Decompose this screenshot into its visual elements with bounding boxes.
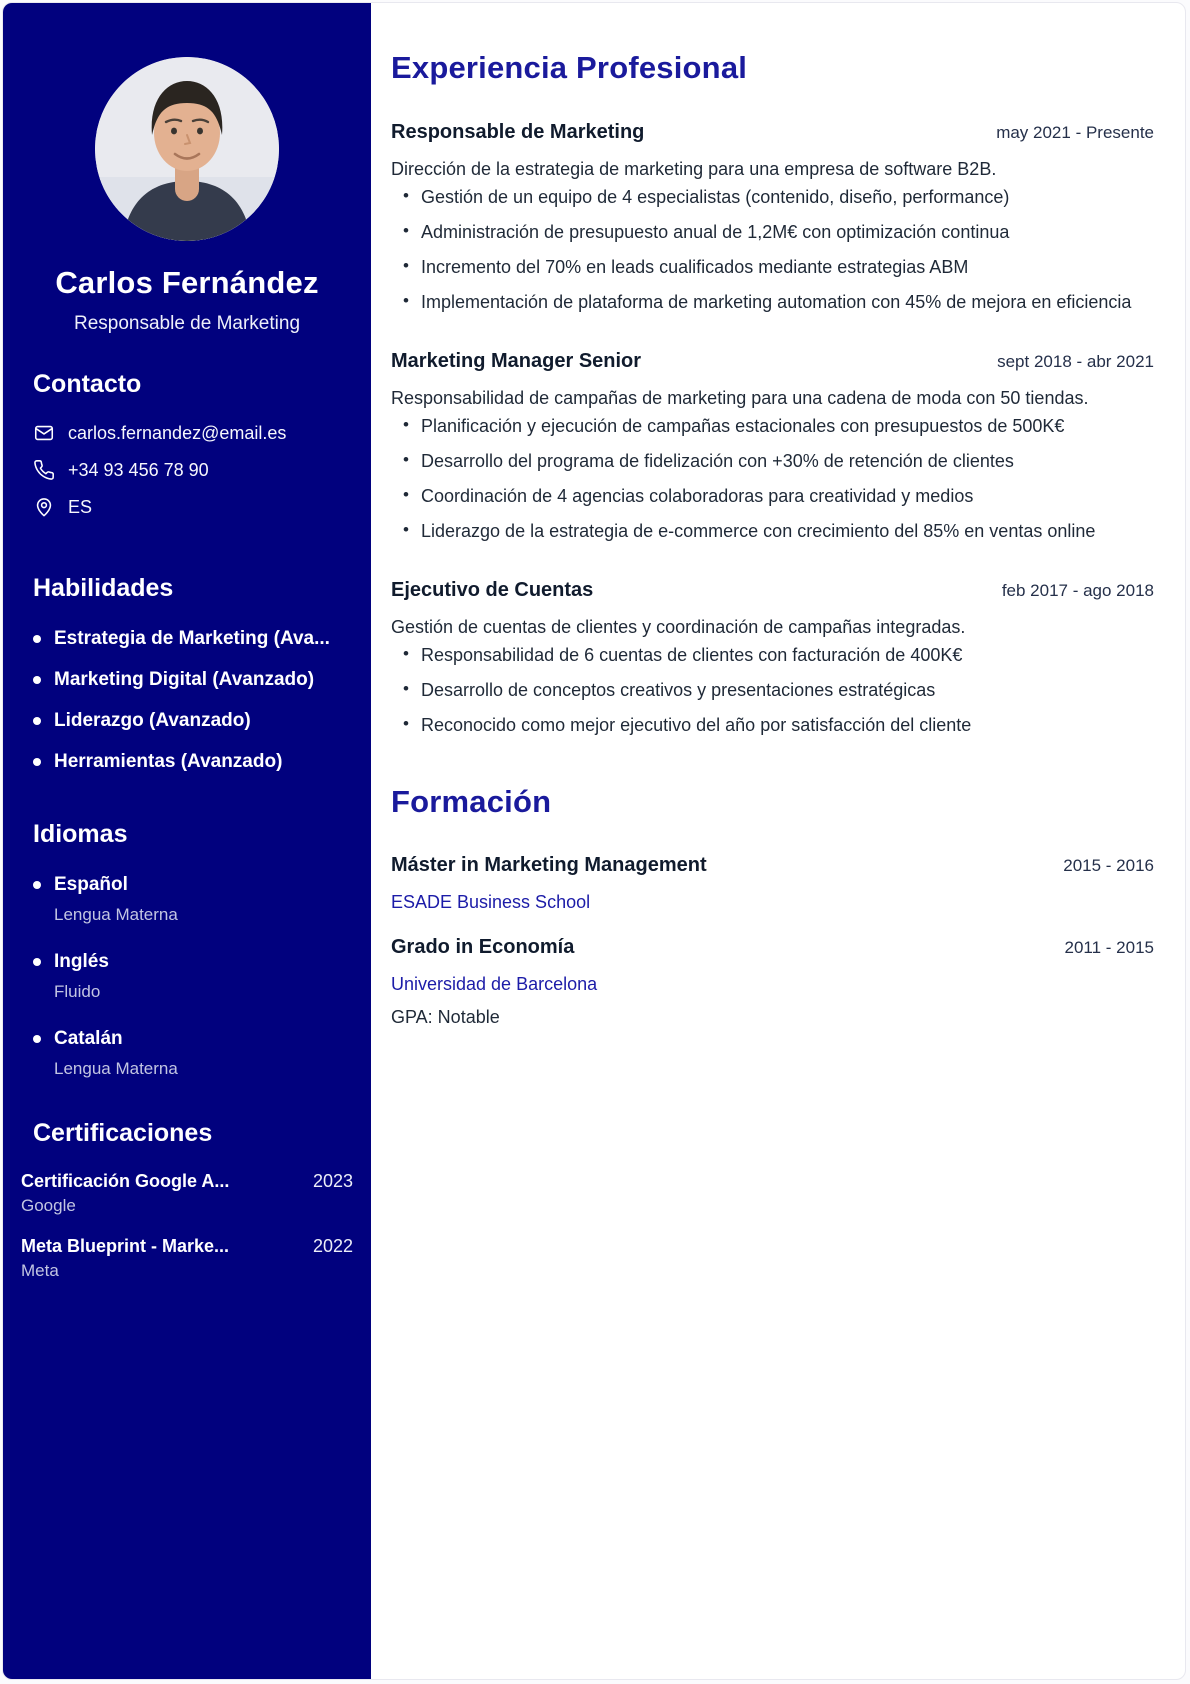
job-bullet: • Liderazgo de la estrategia de e-commerce con crecimiento del 85% en ventas online [403,517,1154,545]
job-bullet-list [391,412,1154,545]
job-header [391,348,1154,374]
skill-item [33,669,353,691]
language-name: Catalán [54,1028,123,1049]
skill-label: Liderazgo (Avanzado) [54,710,251,731]
gpa-text: GPA: Notable [391,1007,500,1027]
job-summary: Responsabilidad de campañas de marketing para una cadena de moda con 50 tiendas. [391,388,1089,408]
job-dates: sept 2018 - abr 2021 [997,352,1154,371]
skill-item [33,628,353,650]
job-dates: may 2021 - Presente [996,123,1154,142]
certification-year: 2022 [312,1236,353,1256]
education-header [391,934,1154,960]
main-content [371,3,1185,1679]
certification-head [21,1171,353,1192]
contact-phone-row [33,459,353,481]
education-header [391,852,1154,878]
job-bullet: • Desarrollo de conceptos creativos y presentaciones estratégicas [403,676,1154,704]
avatar-illustration [95,57,279,241]
contact-email-text: carlos.fernandez@email.es [68,422,287,443]
languages-heading: Idiomas [33,820,128,848]
language-level: Fluido [54,982,101,1001]
contact-phone-text: +34 93 456 78 90 [68,459,209,480]
contact-email-row [33,422,353,444]
degree-title: Máster in Marketing Management [391,854,707,876]
certification-issuer: Google [21,1196,76,1215]
job-entry [391,119,1154,316]
certification-item [21,1236,353,1281]
resume-page [2,2,1186,1680]
certifications-section [3,1119,371,1281]
skills-heading: Habilidades [33,574,174,602]
job-bullet: • Desarrollo del programa de fidelización con +30% de retención de clientes [403,447,1154,475]
mail-icon [33,422,55,444]
bullet-dot-icon [33,1035,41,1043]
language-name-row [33,874,353,896]
job-header [391,119,1154,145]
bullet-dot-icon [33,881,41,889]
person-name: Carlos Fernández [55,265,319,300]
language-item [33,1028,353,1079]
skill-label: Herramientas (Avanzado) [54,751,283,772]
languages-section [3,820,371,1079]
contact-location-text: ES [68,496,93,517]
job-bullet-list [391,641,1154,739]
job-bullet: • Planificación y ejecución de campañas estacionales con presupuestos de 500K€ [403,412,1154,440]
job-bullet: • Coordinación de 4 agencias colaboradoras para creatividad y medios [403,482,1154,510]
certification-name: Certificación Google A... [21,1171,230,1191]
language-item [33,951,353,1002]
degree-title: Grado in Economía [391,936,575,958]
bullet-dot-icon [33,758,41,766]
job-dates: feb 2017 - ago 2018 [1001,581,1154,600]
job-entry [391,348,1154,545]
bullet-dot-icon [33,717,41,725]
certification-name: Meta Blueprint - Marke... [21,1236,230,1256]
job-bullet: • Administración de presupuesto anual de 1,2M€ con optimización continua [403,218,1154,246]
bullet-dot-icon [33,676,41,684]
language-name-row [33,951,353,973]
certification-item [21,1171,353,1216]
location-icon [33,496,55,518]
languages-list [33,874,353,1079]
education-entry [391,934,1154,1030]
education-heading: Formación [391,784,552,819]
job-summary: Gestión de cuentas de clientes y coordinación de campañas integradas. [391,617,966,637]
profile-photo [95,57,279,241]
sidebar-top [3,3,371,335]
certification-head [21,1236,353,1257]
job-header [391,577,1154,603]
language-item [33,874,353,925]
certification-issuer: Meta [21,1261,59,1280]
sidebar [3,3,371,1679]
person-job-title: Responsable de Marketing [73,313,301,334]
job-entry [391,577,1154,739]
contact-list [33,422,353,518]
skill-label: Estrategia de Marketing (Ava... [54,628,330,649]
language-name: Inglés [54,951,109,972]
bullet-dot-icon [33,635,41,643]
certification-year: 2023 [312,1171,353,1191]
certifications-list [21,1171,353,1281]
job-bullet: • Reconocido como mejor ejecutivo del año por satisfacción del cliente [403,711,1154,739]
contact-location-row [33,496,353,518]
contact-heading: Contacto [33,370,142,398]
experience-heading: Experiencia Profesional [391,50,748,85]
skills-list [33,628,353,773]
skill-item [33,710,353,732]
education-section [391,783,1154,1030]
language-name: Español [54,874,128,895]
language-name-row [33,1028,353,1050]
job-bullet-list [391,183,1154,316]
language-level: Lengua Materna [54,905,178,924]
job-title: Marketing Manager Senior [391,350,642,372]
job-title: Ejecutivo de Cuentas [391,579,594,601]
language-level: Lengua Materna [54,1059,178,1078]
job-bullet: • Implementación de plataforma de marketing automation con 45% de mejora en eficiencia [403,288,1154,316]
bullet-dot-icon [33,958,41,966]
job-bullet: • Incremento del 70% en leads cualificados mediante estrategias ABM [403,253,1154,281]
job-bullet: • Gestión de un equipo de 4 especialistas (contenido, diseño, performance) [403,183,1154,211]
skill-item [33,751,353,773]
skill-label: Marketing Digital (Avanzado) [54,669,315,690]
education-dates: 2015 - 2016 [1063,856,1154,875]
skills-section [3,574,371,773]
school-name: Universidad de Barcelona [391,974,598,994]
certifications-heading: Certificaciones [33,1119,213,1147]
contact-section [3,370,371,518]
school-name: ESADE Business School [391,892,591,912]
education-dates: 2011 - 2015 [1064,938,1154,957]
job-bullet: • Responsabilidad de 6 cuentas de clientes con facturación de 400K€ [403,641,1154,669]
job-summary: Dirección de la estrategia de marketing para una empresa de software B2B. [391,159,997,179]
education-entry [391,852,1154,916]
phone-icon [33,459,55,481]
experience-section [391,49,1154,739]
job-title: Responsable de Marketing [391,121,645,143]
